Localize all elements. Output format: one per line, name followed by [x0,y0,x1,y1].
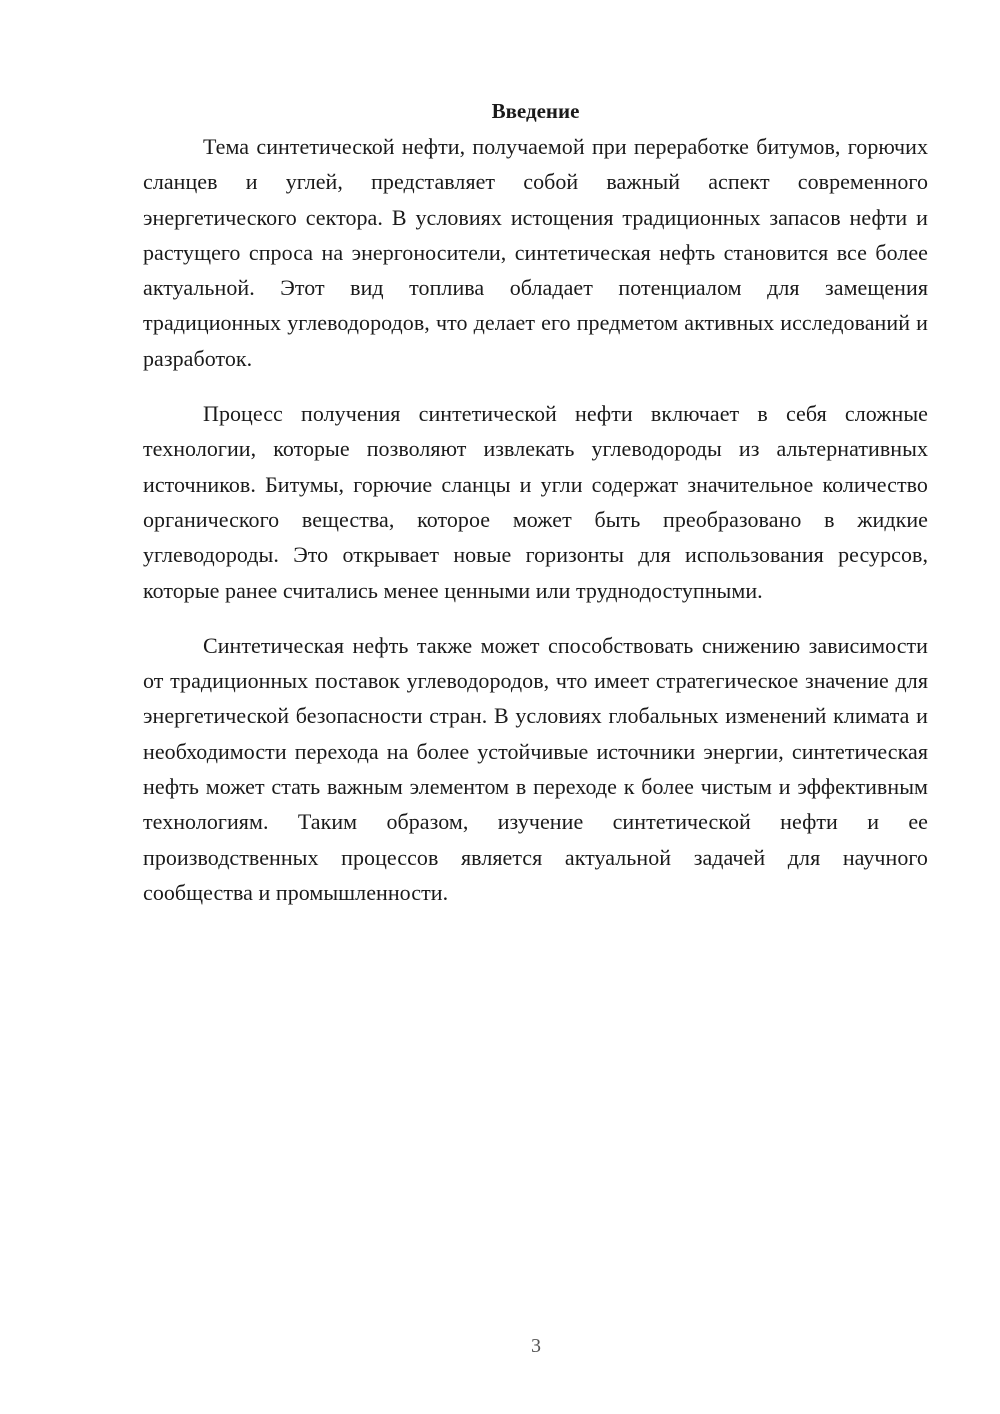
paragraph-2: Процесс получения синтетической нефти включает в себя сложные технологии, которые позволяют извлекать углеводороды из альтернативных источников. Битумы, горючие сланцы и угли содержат значительное количество органического вещества, которое может быть преобразовано в жидкие углеводороды. Это открывает новые горизонты для использования ресурсов, которые ранее считались менее ценными или труднодоступными. [143,401,928,603]
document-body [143,94,928,910]
paragraph-1: Тема синтетической нефти, получаемой при переработке битумов, горючих сланцев и углей, представляет собой важный аспект современного энергетического сектора. В условиях истощения традиционных запасов нефти и растущего спроса на энергоносители, синтетическая нефть становится все более актуальной. Этот вид топлива обладает потенциалом для замещения традиционных углеводородов, что делает его предметом активных исследований и разработок. [143,134,928,371]
section-heading: Введение [491,99,580,123]
paragraph-3: Синтетическая нефть также может способствовать снижению зависимости от традиционных поставок углеводородов, что имеет стратегическое значение для энергетической безопасности стран. В условиях глобальных изменений климата и необходимости перехода на более устойчивые источники энергии, синтетическая нефть может стать важным элементом в переходе к более чистым и эффективным технологиям. Таким образом, изучение синтетической нефти и ее производственных процессов является актуальной задачей для научного сообщества и промышленности. [143,632,928,905]
page-number: 3 [531,1335,541,1357]
